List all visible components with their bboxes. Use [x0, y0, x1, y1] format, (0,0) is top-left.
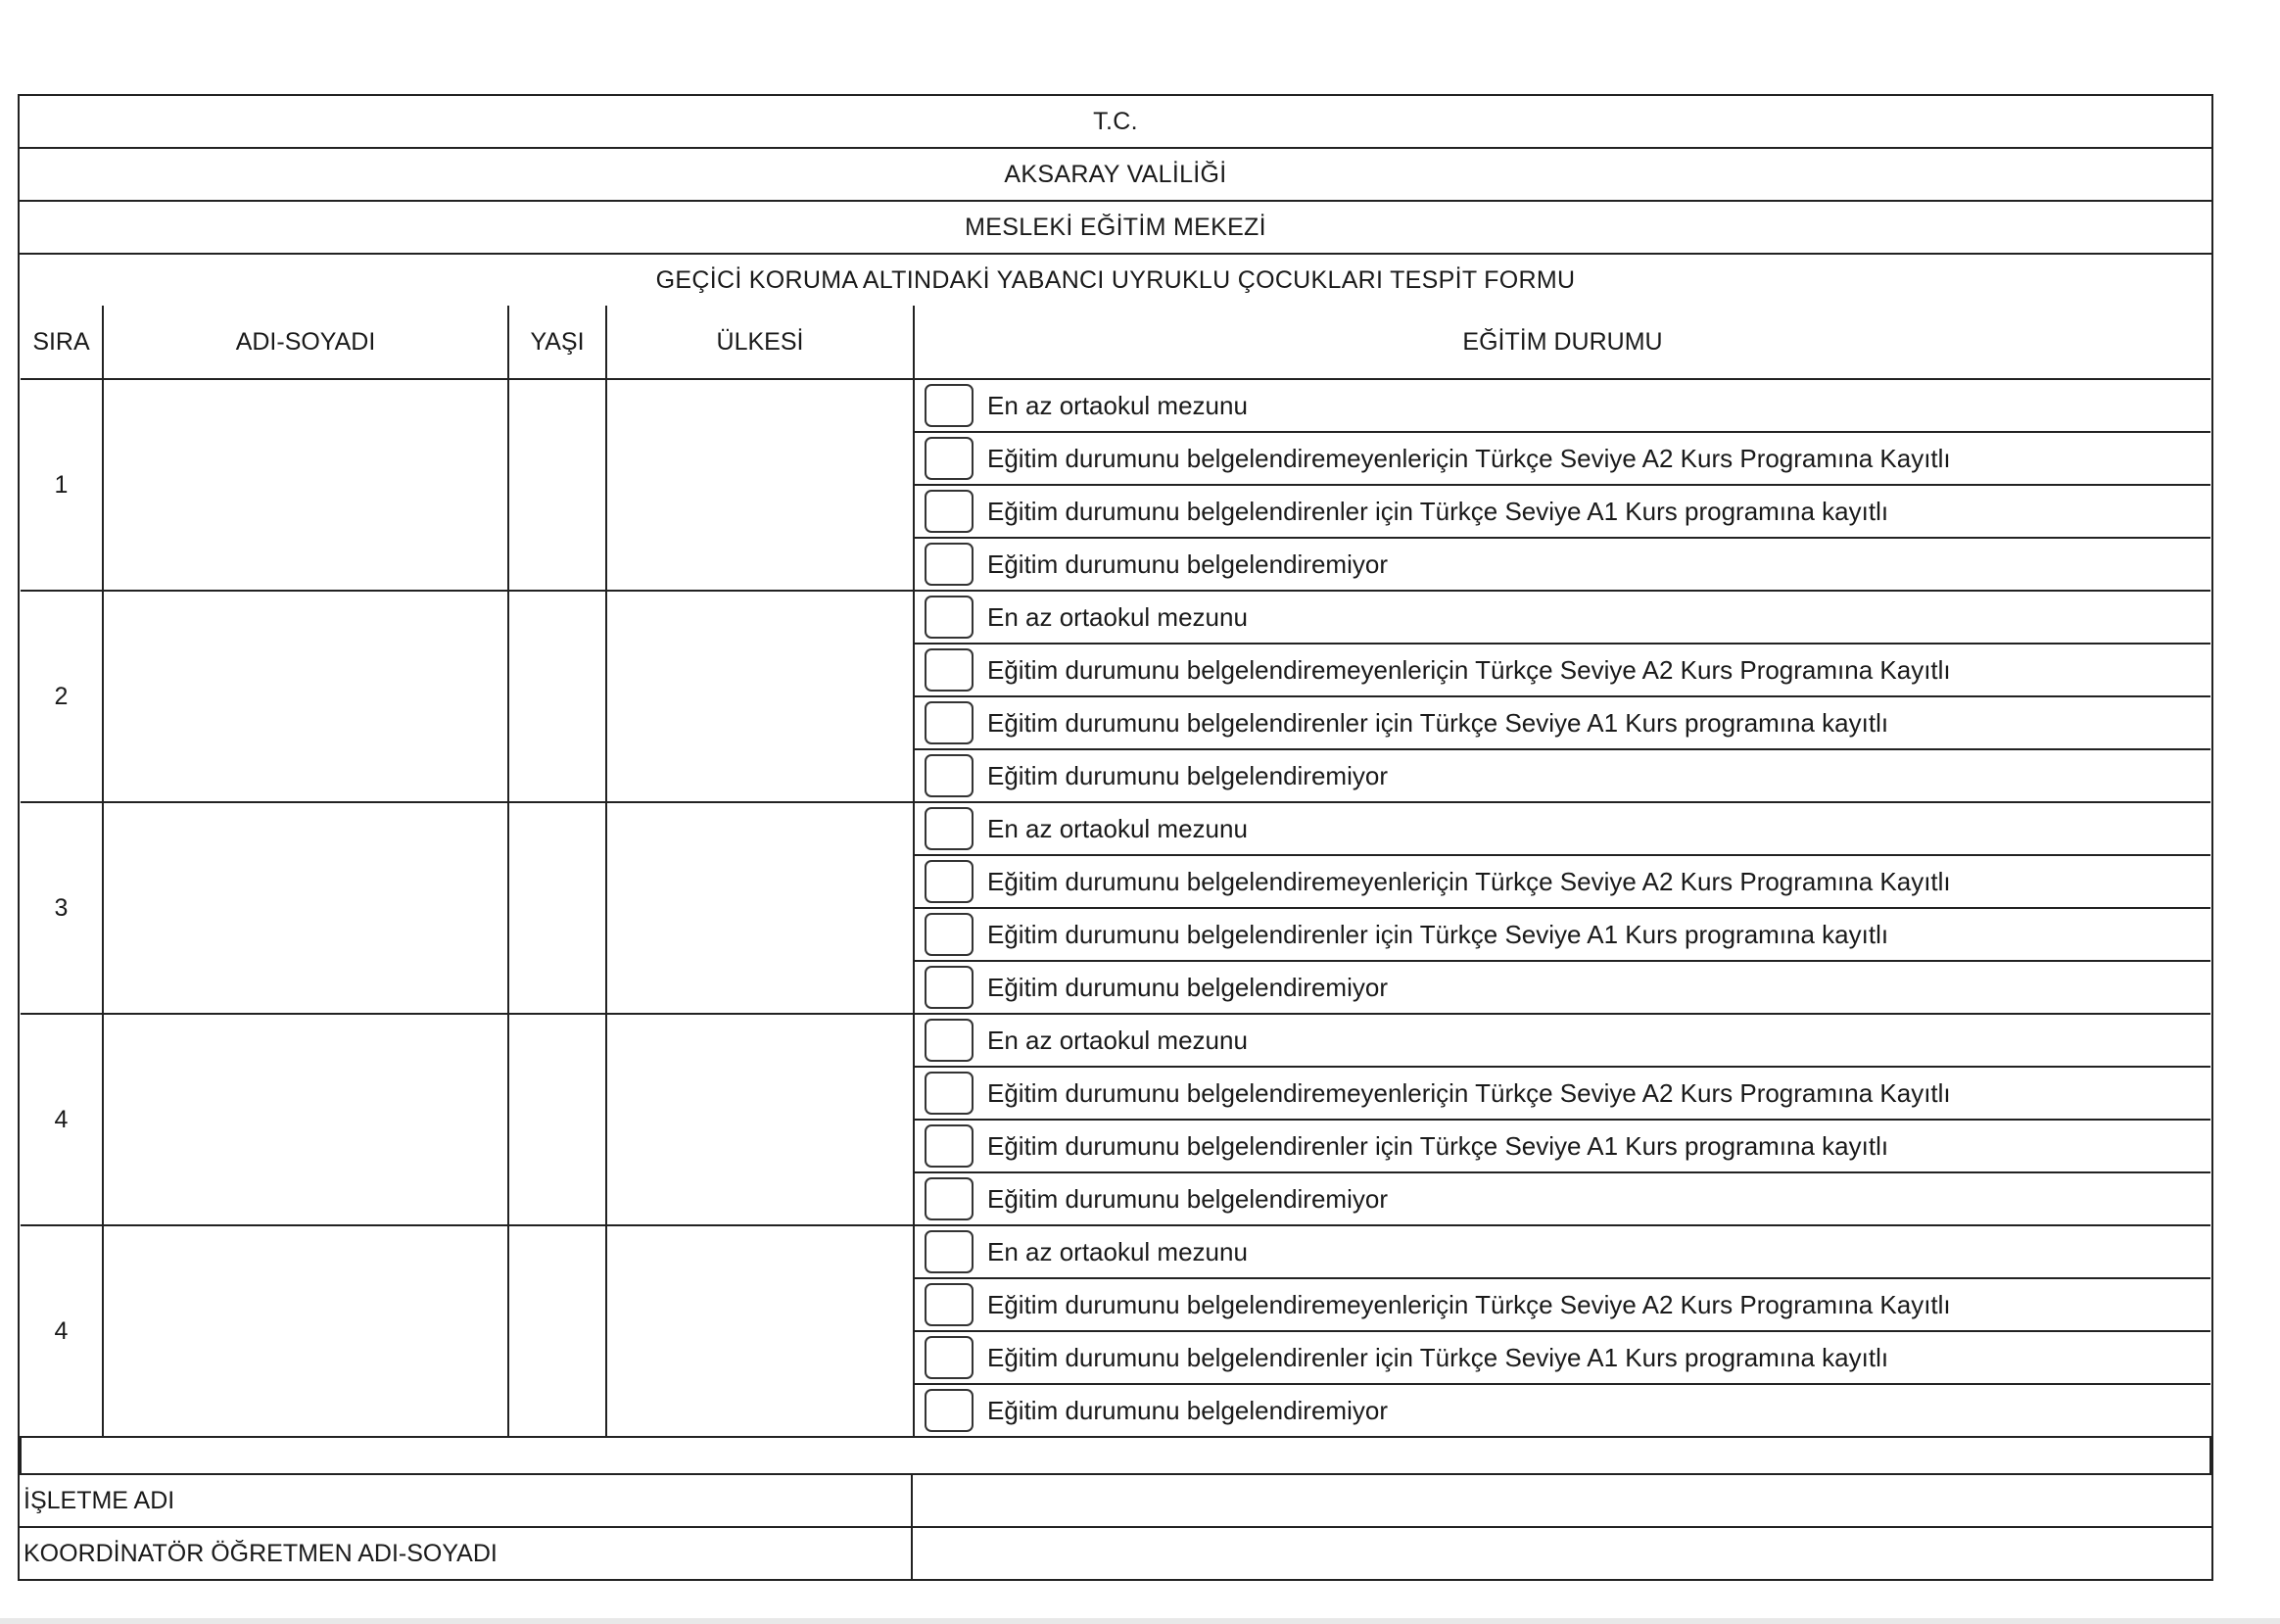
sira-cell: 4 — [21, 1225, 103, 1437]
option-label: En az ortaokul mezunu — [987, 1025, 1248, 1055]
option-label: En az ortaokul mezunu — [987, 601, 1248, 632]
spacer-cell — [21, 1437, 2210, 1473]
option-label: En az ortaokul mezunu — [987, 390, 1248, 420]
option-label: Eğitim durumunu belgelendirenler için Türkçe Seviye A1 Kurs programına kayıtlı — [987, 919, 1889, 949]
col-egitim-durumu: EĞİTİM DURUMU — [914, 306, 2210, 379]
education-option — [914, 1067, 2210, 1120]
option-label: Eğitim durumunu belgelendiremiyor — [987, 549, 1388, 579]
education-option — [914, 1225, 2210, 1278]
form-sheet — [18, 94, 2213, 1581]
option-label: Eğitim durumunu belgelendirenler için Türkçe Seviye A1 Kurs programına kayıtlı — [987, 1342, 1889, 1372]
checkbox[interactable] — [925, 1336, 974, 1379]
checkbox[interactable] — [925, 913, 974, 956]
option-label: Eğitim durumunu belgelendiremiyor — [987, 760, 1388, 790]
education-option — [914, 538, 2210, 591]
option-label: Eğitim durumunu belgelendiremiyor — [987, 1183, 1388, 1214]
checkbox[interactable] — [925, 754, 974, 797]
option-label: En az ortaokul mezunu — [987, 813, 1248, 843]
education-option — [914, 591, 2210, 644]
education-option — [914, 485, 2210, 538]
option-label: Eğitim durumunu belgelendiremiyor — [987, 1395, 1388, 1425]
education-option — [914, 432, 2210, 485]
footer-row-isletme — [20, 1473, 2211, 1526]
header-tc: T.C. — [20, 96, 2211, 149]
checkbox[interactable] — [925, 1283, 974, 1326]
checkbox[interactable] — [925, 1230, 974, 1273]
option-label: Eğitim durumunu belgelendirenler için Türkçe Seviye A1 Kurs programına kayıtlı — [987, 1130, 1889, 1161]
country-cell[interactable] — [606, 591, 914, 802]
education-option — [914, 908, 2210, 961]
sira-cell: 4 — [21, 1014, 103, 1225]
checkbox[interactable] — [925, 437, 974, 480]
option-label: Eğitim durumunu belgelendiremeyenleriçin Türkçe Seviye A2 Kurs Programına Kayıtlı — [987, 866, 1951, 896]
age-cell[interactable] — [508, 802, 606, 1014]
age-cell[interactable] — [508, 1225, 606, 1437]
option-label: Eğitim durumunu belgelendiremeyenleriçin Türkçe Seviye A2 Kurs Programına Kayıtlı — [987, 654, 1951, 685]
option-row — [21, 591, 2210, 644]
isletme-adi-label: İŞLETME ADI — [20, 1475, 913, 1526]
age-cell[interactable] — [508, 1014, 606, 1225]
option-label: Eğitim durumunu belgelendiremeyenleriçin Türkçe Seviye A2 Kurs Programına Kayıtlı — [987, 1077, 1951, 1108]
sira-cell: 3 — [21, 802, 103, 1014]
checkbox[interactable] — [925, 1389, 974, 1432]
isletme-adi-field[interactable] — [913, 1475, 2211, 1526]
col-yasi: YAŞI — [508, 306, 606, 379]
checkbox[interactable] — [925, 1072, 974, 1115]
name-cell[interactable] — [103, 1014, 508, 1225]
checkbox[interactable] — [925, 1019, 974, 1062]
education-option — [914, 1331, 2210, 1384]
option-row — [21, 379, 2210, 432]
education-option — [914, 802, 2210, 855]
education-option — [914, 644, 2210, 696]
education-option — [914, 961, 2210, 1014]
name-cell[interactable] — [103, 591, 508, 802]
age-cell[interactable] — [508, 379, 606, 591]
option-label: Eğitim durumunu belgelendiremeyenleriçin Türkçe Seviye A2 Kurs Programına Kayıtlı — [987, 443, 1951, 473]
education-option — [914, 1014, 2210, 1067]
education-option — [914, 1120, 2210, 1172]
option-row — [21, 1225, 2210, 1278]
country-cell[interactable] — [606, 1014, 914, 1225]
checkbox[interactable] — [925, 648, 974, 692]
student-table — [20, 306, 2211, 1473]
scan-edge — [0, 1618, 2280, 1624]
koordinator-label: KOORDİNATÖR ÖĞRETMEN ADI-SOYADI — [20, 1528, 913, 1579]
form-title: GEÇİCİ KORUMA ALTINDAKİ YABANCI UYRUKLU ÇOCUKLARI TESPİT FORMU — [655, 265, 1576, 294]
sira-cell: 2 — [21, 591, 103, 802]
option-label: Eğitim durumunu belgelendiremeyenleriçin Türkçe Seviye A2 Kurs Programına Kayıtlı — [987, 1289, 1951, 1319]
education-option — [914, 1384, 2210, 1437]
checkbox[interactable] — [925, 807, 974, 850]
age-cell[interactable] — [508, 591, 606, 802]
koordinator-field[interactable] — [913, 1528, 2211, 1579]
option-label: En az ortaokul mezunu — [987, 1236, 1248, 1266]
col-adi-soyadi: ADI-SOYADI — [103, 306, 508, 379]
header-governorship: AKSARAY VALİLİĞİ — [20, 149, 2211, 202]
education-option — [914, 1172, 2210, 1225]
education-option — [914, 749, 2210, 802]
education-option — [914, 1278, 2210, 1331]
education-option — [914, 855, 2210, 908]
checkbox[interactable] — [925, 543, 974, 586]
option-row — [21, 1014, 2210, 1067]
spacer-row — [21, 1437, 2210, 1473]
table-header-row — [21, 306, 2210, 379]
country-cell[interactable] — [606, 802, 914, 1014]
education-option — [914, 696, 2210, 749]
checkbox[interactable] — [925, 596, 974, 639]
checkbox[interactable] — [925, 701, 974, 744]
header-center: MESLEKİ EĞİTİM MEKEZİ — [20, 202, 2211, 255]
col-sira: SIRA — [21, 306, 103, 379]
checkbox[interactable] — [925, 966, 974, 1009]
name-cell[interactable] — [103, 802, 508, 1014]
checkbox[interactable] — [925, 860, 974, 903]
checkbox[interactable] — [925, 490, 974, 533]
education-option — [914, 379, 2210, 432]
footer-row-koordinator — [20, 1526, 2211, 1579]
option-label: Eğitim durumunu belgelendirenler için Türkçe Seviye A1 Kurs programına kayıtlı — [987, 496, 1889, 526]
option-row — [21, 802, 2210, 855]
checkbox[interactable] — [925, 384, 974, 427]
name-cell[interactable] — [103, 1225, 508, 1437]
name-cell[interactable] — [103, 379, 508, 591]
checkbox[interactable] — [925, 1177, 974, 1220]
sira-cell: 1 — [21, 379, 103, 591]
option-label: Eğitim durumunu belgelendiremiyor — [987, 972, 1388, 1002]
country-cell[interactable] — [606, 1225, 914, 1437]
country-cell[interactable] — [606, 379, 914, 591]
col-ulkesi: ÜLKESİ — [606, 306, 914, 379]
option-label: Eğitim durumunu belgelendirenler için Türkçe Seviye A1 Kurs programına kayıtlı — [987, 707, 1889, 738]
checkbox[interactable] — [925, 1124, 974, 1168]
